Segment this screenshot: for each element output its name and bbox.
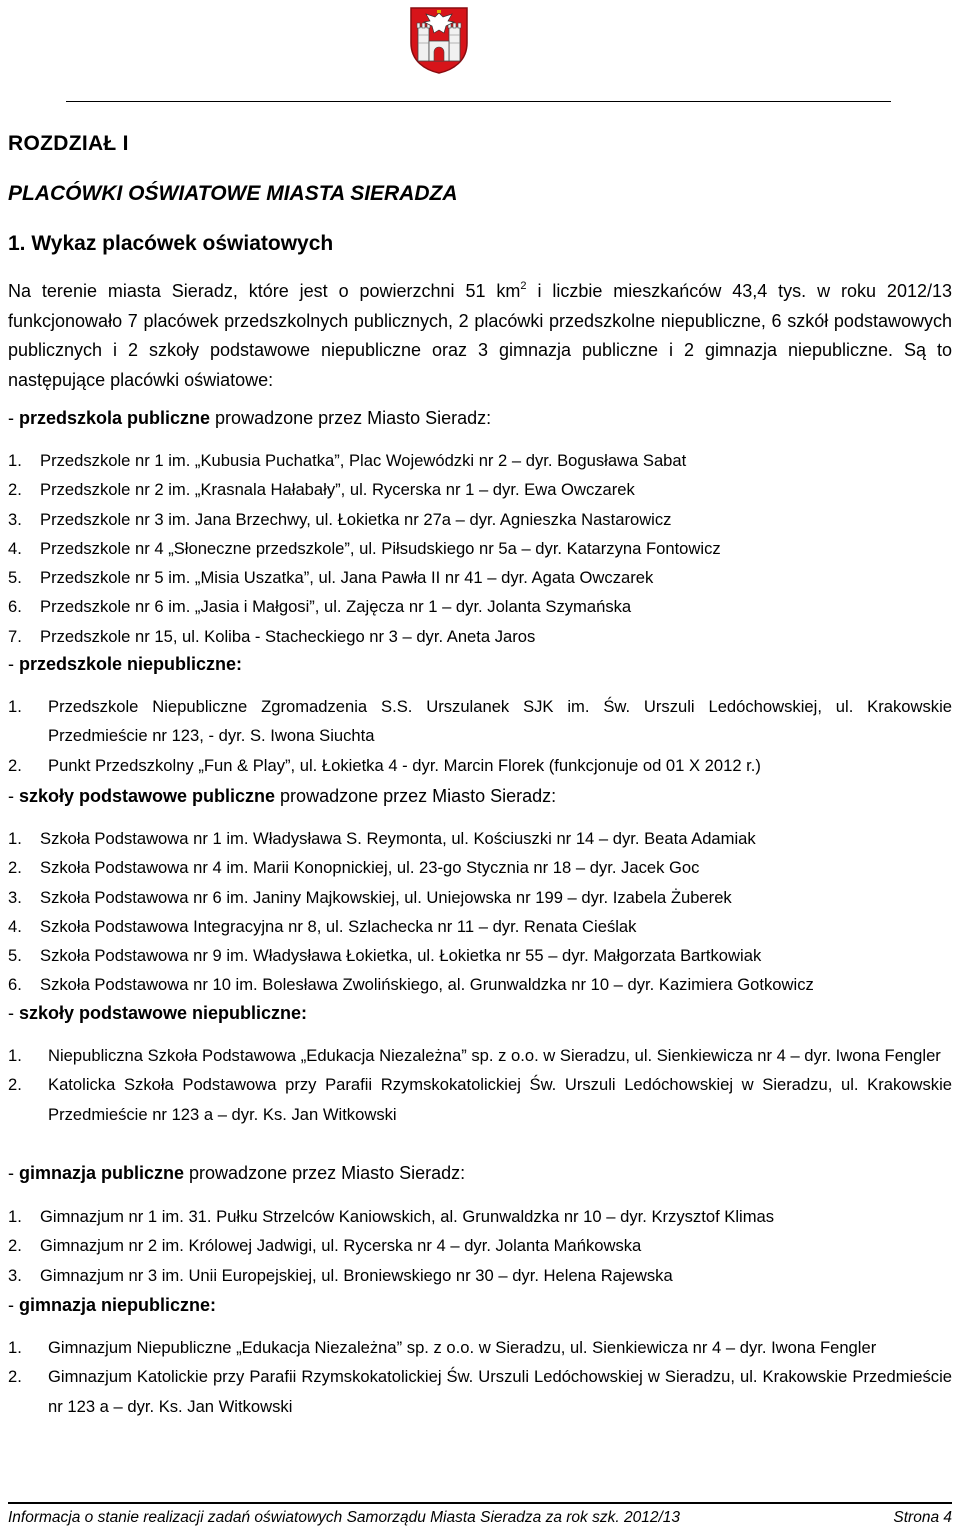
list-item: 4. Przedszkole nr 4 „Słoneczne przedszkole”, ul. Piłsudskiego nr 5a – dyr. Katarzyna Fontowicz	[8, 538, 721, 558]
intro-paragraph	[8, 277, 952, 395]
section-heading-private-primary-schools: - szkoły podstawowe niepubliczne:	[8, 1003, 308, 1023]
list-item: 3. Szkoła Podstawowa nr 6 im. Janiny Majkowskiej, ul. Uniejowska nr 199 – dyr. Izabela Żuberek	[8, 887, 732, 907]
intro-superscript: 2	[520, 280, 527, 292]
list-item: 1. Gimnazjum nr 1 im. 31. Pułku Strzelców Kaniowskich, al. Grunwaldzka nr 10 – dyr. Krzysztof Klimas	[8, 1207, 775, 1226]
list-item: 1. Przedszkole Niepubliczne Zgromadzenia S.S. Urszulanek SJK im. Św. Urszuli Ledóchowskiej, ul. Krakowskie Przedmieście nr 123, - dyr. S. Iwona Siuchta	[8, 697, 952, 746]
section-heading-public-middle-schools: - gimnazja publiczne prowadzone przez Miasto Sieradz:	[8, 1163, 466, 1183]
list-public-preschools	[8, 446, 952, 651]
list-item: 1. Niepubliczna Szkoła Podstawowa „Edukacja Niezależna” sp. z o.o. w Sieradzu, ul. Sienkiewicza nr 4 – dyr. Iwona Fengler	[8, 1046, 941, 1065]
section-heading-private-preschools: - przedszkole niepubliczne:	[8, 654, 243, 674]
list-item: 2. Przedszkole nr 2 im. „Krasnala Hałabały”, ul. Rycerska nr 1 – dyr. Ewa Owczarek	[8, 480, 635, 500]
footer-document-title: Informacja o stanie realizacji zadań oświatowych Samorządu Miasta Sieradza za rok szk. 2012/13	[8, 1509, 680, 1526]
section-heading-private-middle-schools: - gimnazja niepubliczne:	[8, 1295, 217, 1315]
list-item: 5. Szkoła Podstawowa nr 9 im. Władysława Łokietka, ul. Łokietka nr 55 – dyr. Małgorzata Bartkowiak	[8, 946, 762, 966]
list-item: 5. Przedszkole nr 5 im. „Misia Uszatka”, ul. Jana Pawła II nr 41 – dyr. Agata Owczarek	[8, 568, 654, 588]
list-item: 2. Katolicka Szkoła Podstawowa przy Parafii Rzymskokatolickiej Św. Urszuli Ledóchowskiej w Sieradzu, ul. Krakowskie Przedmieście nr 123 a – dyr. Ks. Jan Witkowski	[8, 1075, 952, 1124]
chapter-subtitle: PLACÓWKI OŚWIATOWE MIASTA SIERADZA	[8, 182, 458, 205]
chapter-heading: ROZDZIAŁ I	[8, 132, 129, 155]
list-item: 2. Gimnazjum Katolickie przy Parafii Rzymskokatolickiej Św. Urszuli Ledóchowskiej w Sieradzu, ul. Krakowskie Przedmieście nr 123 a – dyr. Ks. Jan Witkowski	[8, 1367, 952, 1416]
list-item: 1. Gimnazjum Niepubliczne „Edukacja Niezależna” sp. z o.o. w Sieradzu, ul. Sienkiewicza nr 4 – dyr. Iwona Fengler	[8, 1338, 877, 1357]
list-item: 6. Przedszkole nr 6 im. „Jasia i Małgosi”, ul. Zajęcza nr 1 – dyr. Jolanta Szymańska	[8, 597, 632, 617]
list-private-preschools	[8, 692, 952, 780]
list-item: 7. Przedszkole nr 15, ul. Koliba - Stacheckiego nr 3 – dyr. Aneta Jaros	[8, 626, 536, 646]
list-item: 1. Szkoła Podstawowa nr 1 im. Władysława S. Reymonta, ul. Kościuszki nr 14 – dyr. Beata Adamiak	[8, 829, 756, 848]
section-title: 1. Wykaz placówek oświatowych	[8, 232, 334, 255]
list-item: 1. Przedszkole nr 1 im. „Kubusia Puchatka”, Plac Wojewódzki nr 2 – dyr. Bogusława Sabat	[8, 451, 687, 470]
footer-rule	[8, 1502, 952, 1504]
footer-page-number: Strona 4	[893, 1509, 952, 1526]
list-public-primary-schools	[8, 824, 952, 1000]
list-item: 4. Szkoła Podstawowa Integracyjna nr 8, ul. Szlachecka nr 11 – dyr. Renata Cieślak	[8, 916, 637, 936]
list-public-middle-schools	[8, 1202, 952, 1290]
section-heading-public-primary-schools: - szkoły podstawowe publiczne prowadzone przez Miasto Sieradz:	[8, 786, 557, 806]
sieradz-coat-of-arms-icon	[408, 5, 470, 75]
intro-text-start: Na terenie miasta Sieradz, które jest o powierzchni 51 km	[8, 281, 521, 301]
list-item: 2. Szkoła Podstawowa nr 4 im. Marii Konopnickiej, ul. 23-go Stycznia nr 18 – dyr. Jacek Goc	[8, 858, 700, 878]
list-item: 6. Szkoła Podstawowa nr 10 im. Bolesława Zwolińskiego, al. Grunwaldzka nr 10 – dyr. Kazimiera Gotkowicz	[8, 975, 814, 995]
list-private-primary-schools	[8, 1041, 952, 1129]
list-item: 2. Punkt Przedszkolny „Fun & Play”, ul. Łokietka 4 - dyr. Marcin Florek (funkcjonuje od 01 X 2012 r.)	[8, 755, 761, 775]
list-item: 3. Przedszkole nr 3 im. Jana Brzechwy, ul. Łokietka nr 27a – dyr. Agnieszka Nastarowicz	[8, 509, 672, 529]
header-rule	[66, 101, 891, 102]
list-item: 3. Gimnazjum nr 3 im. Unii Europejskiej, ul. Broniewskiego nr 30 – dyr. Helena Rajewska	[8, 1265, 673, 1285]
section-heading-public-preschools: - przedszkola publiczne prowadzone przez Miasto Sieradz:	[8, 408, 492, 428]
list-item: 2. Gimnazjum nr 2 im. Królowej Jadwigi, ul. Rycerska nr 4 – dyr. Jolanta Mańkowska	[8, 1236, 642, 1256]
intro-text-end: i liczbie mieszkańców 43,4 tys. w roku 2012/13 funkcjonowało 7 placówek przedszkolnych publicznych, 2 placówki przedszkolne niepubliczne, 6 szkół podstawowych publicznych i 2 szkoły podstawowe niepubliczne oraz 3 gimnazja publiczne i 2 gimnazja niepubliczne. Są to następujące placówki oświatowe:	[8, 281, 952, 390]
list-private-middle-schools	[8, 1333, 952, 1421]
